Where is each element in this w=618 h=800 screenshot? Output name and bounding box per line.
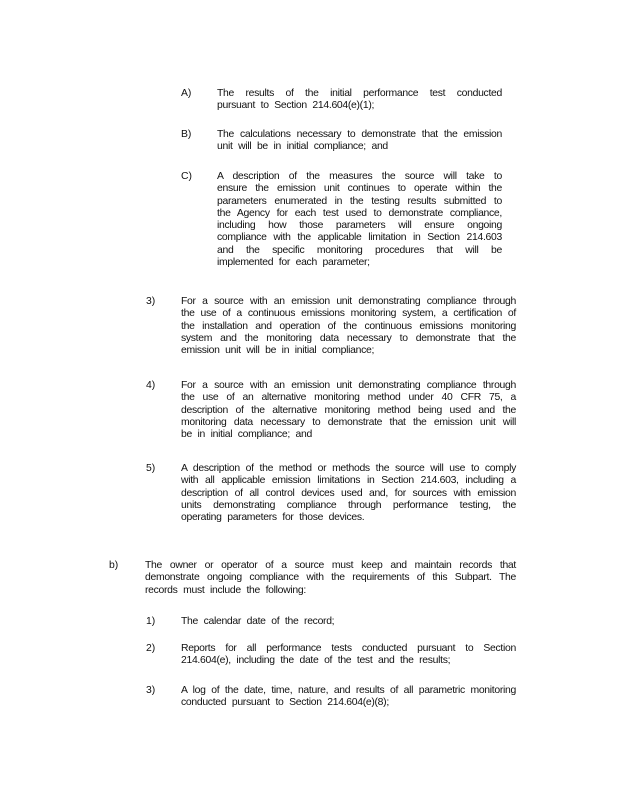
list-marker: 4) [146,380,156,391]
list-marker: B) [181,129,192,140]
list-item-text: For a source with an emission unit demonstrating compliance through the use of a continuous emissions monitoring system, a certification of the installation and operation of the continuous emissions monitoring system and the monitoring data necessary to demonstrate that the emission unit will be in initial compliance; [181,296,516,357]
list-marker: 1) [146,616,156,627]
list-item-text: Reports for all performance tests conducted pursuant to Section 214.604(e), including the date of the test and the results; [181,643,516,667]
list-marker: 2) [146,643,156,654]
list-marker: 3) [146,296,156,307]
list-item-text: The results of the initial performance test conducted pursuant to Section 214.604(e)(1); [217,88,502,112]
list-marker: C) [181,171,192,182]
list-item-text: For a source with an emission unit demonstrating compliance through the use of an alternative monitoring method under 40 CFR 75, a description of the alternative monitoring method being used and the monitoring data necessary to demonstrate that the emission unit will be in initial compliance; and [181,380,516,441]
list-marker: A) [181,88,192,99]
list-marker: b) [109,560,119,571]
list-item-text: A log of the date, time, nature, and results of all parametric monitoring conducted pursuant to Section 214.604(e)(8); [181,685,516,709]
subsection-text: The owner or operator of a source must keep and maintain records that demonstrate ongoing compliance with the requirements of this Subpart. The records must include the following: [145,560,516,596]
list-item-text: A description of the measures the source will take to ensure the emission unit continues to operate within the parameters enumerated in the testing results submitted to the Agency for each test used to demonstrate compliance, including how those parameters will ensure ongoing compliance with the applicable limitation in Section 214.603 and the specific monitoring procedures that will be implemented for each parameter; [217,171,502,269]
list-marker: 3) [146,685,156,696]
list-item-text: A description of the method or methods the source will use to comply with all applicable emission limitations in Section 214.603, including a description of all control devices used and, for sources with emission units demonstrating compliance through performance testing, the operating parameters for those devices. [181,463,516,524]
list-marker: 5) [146,463,156,474]
list-item-text: The calendar date of the record; [181,616,335,627]
list-item-text: The calculations necessary to demonstrate that the emission unit will be in initial compliance; and [217,129,502,153]
